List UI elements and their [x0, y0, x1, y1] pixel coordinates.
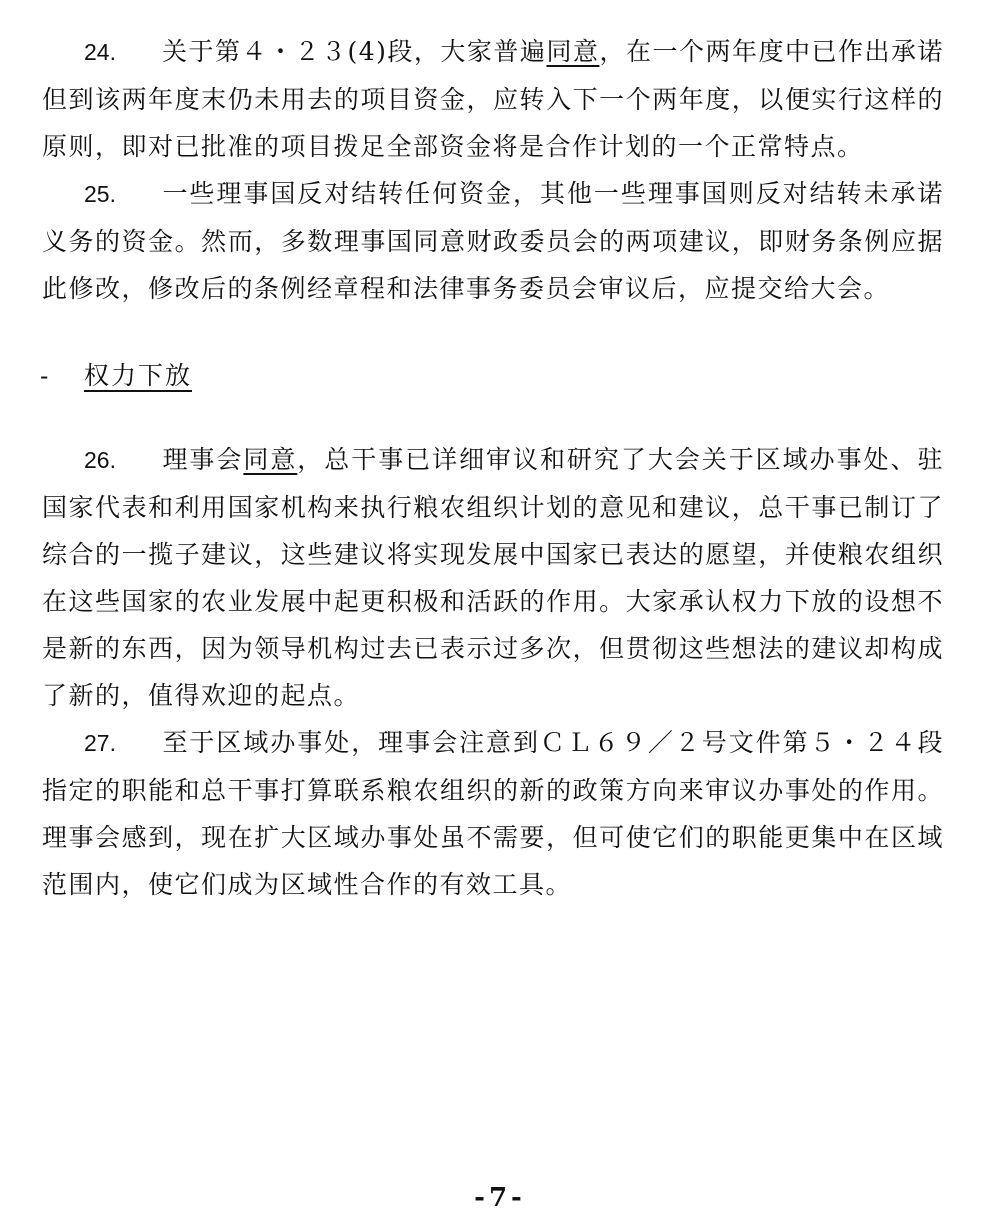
paragraph-number: 26.: [84, 447, 116, 473]
paragraph-number: 25.: [84, 181, 116, 207]
paragraph-number: 24.: [84, 39, 116, 65]
paragraph-text: 关于第４・２３(4)段，大家普遍: [162, 37, 547, 66]
paragraph-text: ，在一个两年度中已作出承诺但到该两年度末仍未用去的项目资金，应转入下一个两年度，以便实行这样的原则，即对已批准的项目拨足全部资金将是合作计划的一个正常特点。: [42, 37, 944, 161]
page-number: -7-: [474, 1183, 526, 1213]
paragraph-25: [42, 170, 944, 312]
paragraphs-24-25: [42, 28, 944, 312]
paragraph-number: 27.: [84, 730, 116, 756]
heading-dash: -: [40, 362, 51, 390]
section-heading: [40, 356, 192, 396]
underlined-word: 同意: [243, 445, 298, 474]
paragraph-24: [42, 28, 944, 170]
heading-title: 权力下放: [84, 361, 193, 390]
underlined-word: 同意: [546, 37, 600, 66]
paragraphs-26-27: [42, 436, 944, 908]
paragraph-text: ，总干事已详细审议和研究了大会关于区域办事处、驻国家代表和利用国家机构来执行粮农组织计划的意见和建议，总干事已制订了综合的一揽子建议，这些建议将实现发展中国家已表达的愿望，并使粮农组织在这些国家的农业发展中起更积极和活跃的作用。大家承认权力下放的设想不是新的东西，因为领导机构过去已表示过多次，但贯彻这些想法的建议却构成了新的，值得欢迎的起点。: [42, 445, 944, 710]
paragraph-26: [42, 436, 944, 719]
paragraph-27: [42, 719, 944, 908]
paragraph-text: 一些理事国反对结转任何资金，其他一些理事国则反对结转未承诺义务的资金。然而，多数理事国同意财政委员会的两项建议，即财务条例应据此修改，修改后的条例经章程和法律事务委员会审议后，应提交给大会。: [42, 179, 944, 303]
paragraph-text: 至于区域办事处，理事会注意到ＣＬ６９／２号文件第５・２４段指定的职能和总干事打算联系粮农组织的新的政策方向来审议办事处的作用。理事会感到，现在扩大区域办事处虽不需要，但可使它们的职能更集中在区域范围内，使它们成为区域性合作的有效工具。: [42, 728, 944, 899]
paragraph-text: 理事会: [162, 445, 244, 474]
